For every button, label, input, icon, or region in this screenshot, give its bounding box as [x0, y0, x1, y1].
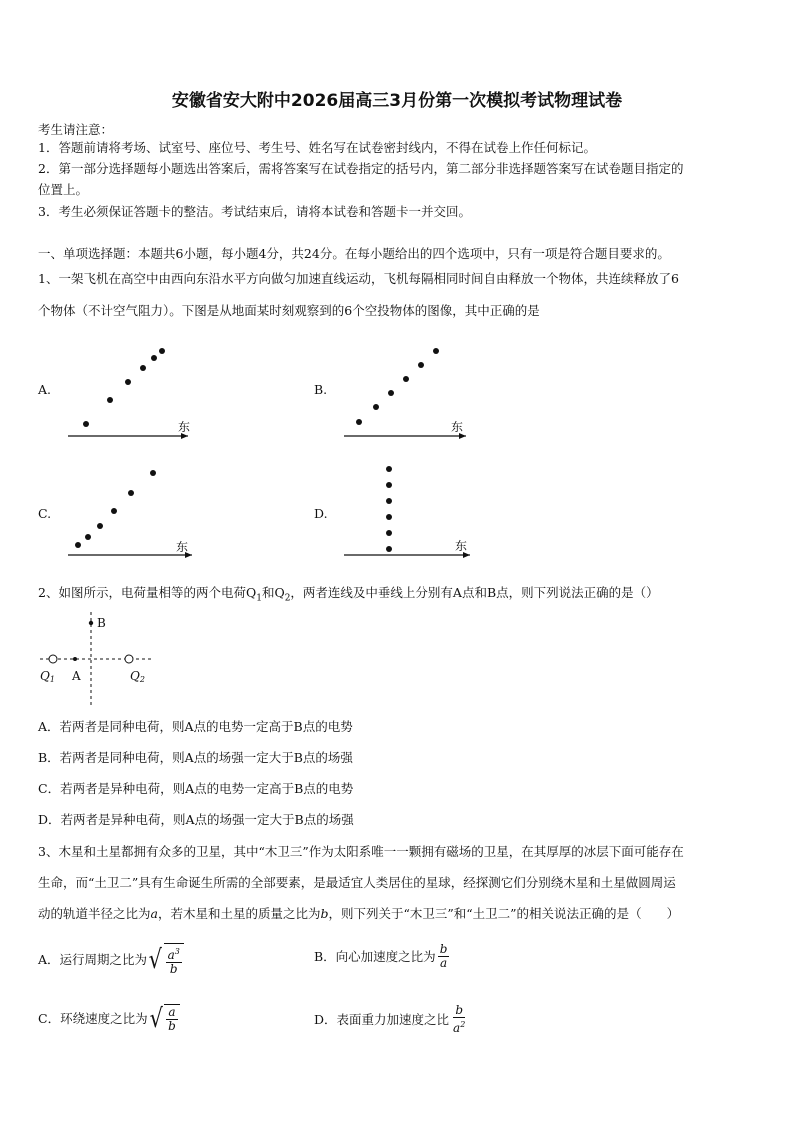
notice-item-3: 3．考生必须保证答题卡的整洁。考试结束后，请将本试卷和答题卡一并交回。	[38, 204, 471, 219]
q1-option-a-label: A.	[38, 382, 52, 397]
notice-item-2: 2．第一部分选择题每小题选出答案后，需将答案写在试卷指定的括号内，第二部分非选择题答案写在试卷题目指定的	[38, 161, 684, 176]
notice-heading: 考生请注意：	[38, 122, 114, 137]
q3-stem-line3: 动的轨道半径之比为a，若木星和土星的质量之比为b，则下列关于“木卫三”和“土卫二”的相关说法正确的是（ ）	[38, 906, 680, 921]
object-dot	[388, 390, 394, 396]
object-dot	[386, 498, 392, 504]
notice-item-1: 1．答题前请将考场、试室号、座位号、考生号、姓名写在试卷密封线内，不得在试卷上作任何标记。	[38, 140, 596, 155]
notice-item-2-cont: 位置上。	[38, 182, 89, 197]
object-dot	[159, 348, 165, 354]
point-b	[89, 621, 93, 625]
q2-option-c: C．若两者是异种电荷，则A点的电势一定高于B点的电势	[38, 781, 354, 796]
object-dot	[386, 466, 392, 472]
q3-stem-line1: 3、木星和土星都拥有众多的卫星，其中“木卫三”作为太阳系唯一一颗拥有磁场的卫星，在其厚厚的冰层下面可能存在	[38, 844, 684, 859]
object-dot	[386, 514, 392, 520]
q1-stem-line1: 1、一架飞机在高空中由西向东沿水平方向做匀加速直线运动，飞机每隔相同时间自由释放一个物体，共连续释放了6	[38, 271, 679, 286]
point-a	[73, 657, 77, 661]
q3-stem-line2: 生命，而“土卫二”具有生命诞生所需的全部要素，是最适宜人类居住的星球，经探测它们分别绕木星和土星做圆周运	[38, 875, 676, 890]
charge-q2	[125, 655, 133, 663]
axis-label-east: 东	[455, 539, 468, 553]
object-dot	[111, 508, 117, 514]
q3-option-c	[38, 1004, 180, 1033]
q3-option-a	[38, 943, 184, 976]
object-dot	[433, 348, 439, 354]
axis-label-east: 东	[451, 420, 464, 434]
object-dot	[75, 542, 81, 548]
q2-option-a: A．若两者是同种电荷，则A点的电势一定高于B点的电势	[38, 719, 353, 734]
label-q1: Q1	[40, 669, 55, 684]
object-dot	[107, 397, 113, 403]
label-a: A	[72, 669, 81, 683]
object-dot	[151, 355, 157, 361]
object-dot	[386, 546, 392, 552]
object-dot	[356, 419, 362, 425]
object-dot	[373, 404, 379, 410]
object-dot	[140, 365, 146, 371]
object-dot	[125, 379, 131, 385]
object-dot	[386, 530, 392, 536]
q3-option-b	[314, 943, 451, 970]
object-dot	[150, 470, 156, 476]
object-dot	[386, 482, 392, 488]
q2-option-b: B．若两者是同种电荷，则A点的场强一定大于B点的场强	[38, 750, 353, 765]
q3-option-c-text: C．环绕速度之比为	[38, 1011, 148, 1026]
object-dot	[97, 523, 103, 529]
page-title: 安徽省安大附中2026届高三3月份第一次模拟考试物理试卷	[171, 91, 623, 111]
q3-option-b-text: B．向心加速度之比为	[314, 949, 436, 964]
q2-option-d: D．若两者是异种电荷，则A点的场强一定大于B点的场强	[38, 812, 354, 827]
q3-option-d-text: D．表面重力加速度之比	[314, 1012, 450, 1027]
q2-stem: 2、如图所示，电荷量相等的两个电荷$Q_1$和$Q_2$，两者连线及中垂线上分别有A点和B点，则下列说法正确的是（）	[38, 585, 659, 604]
section-heading: 一、单项选择题：本题共6小题，每小题4分，共24分。在每小题给出的四个选项中，只有一项是符合题目要求的。	[38, 246, 670, 261]
object-dot	[85, 534, 91, 540]
fraction-expression: $\frac{b}{a^2}$	[453, 1003, 466, 1035]
label-q2: Q2	[130, 669, 145, 684]
q1-option-b-label: B.	[314, 382, 328, 397]
q3-option-a-text: A．运行周期之比为	[38, 952, 148, 967]
axis-label-east: 东	[176, 540, 189, 554]
charge-q1	[49, 655, 57, 663]
q1-option-d-label: D.	[314, 506, 328, 521]
fraction-expression: $\frac{b}{a}$	[439, 942, 448, 970]
object-dot	[403, 376, 409, 382]
q1-stem-line2: 个物体（不计空气阻力）。下图是从地面某时刻观察到的6个空投物体的图像，其中正确的是	[38, 303, 540, 318]
object-dot	[418, 362, 424, 368]
sqrt-expression: √ $\frac{a^3}{b}$	[147, 943, 184, 976]
label-b: B	[97, 616, 106, 630]
object-dot	[83, 421, 89, 427]
axis-label-east: 东	[178, 420, 191, 434]
q3-option-d	[314, 1004, 469, 1035]
q1-option-c-label: C.	[38, 506, 52, 521]
object-dot	[128, 490, 134, 496]
sqrt-expression: √ $\frac{a}{b}$	[148, 1004, 180, 1033]
